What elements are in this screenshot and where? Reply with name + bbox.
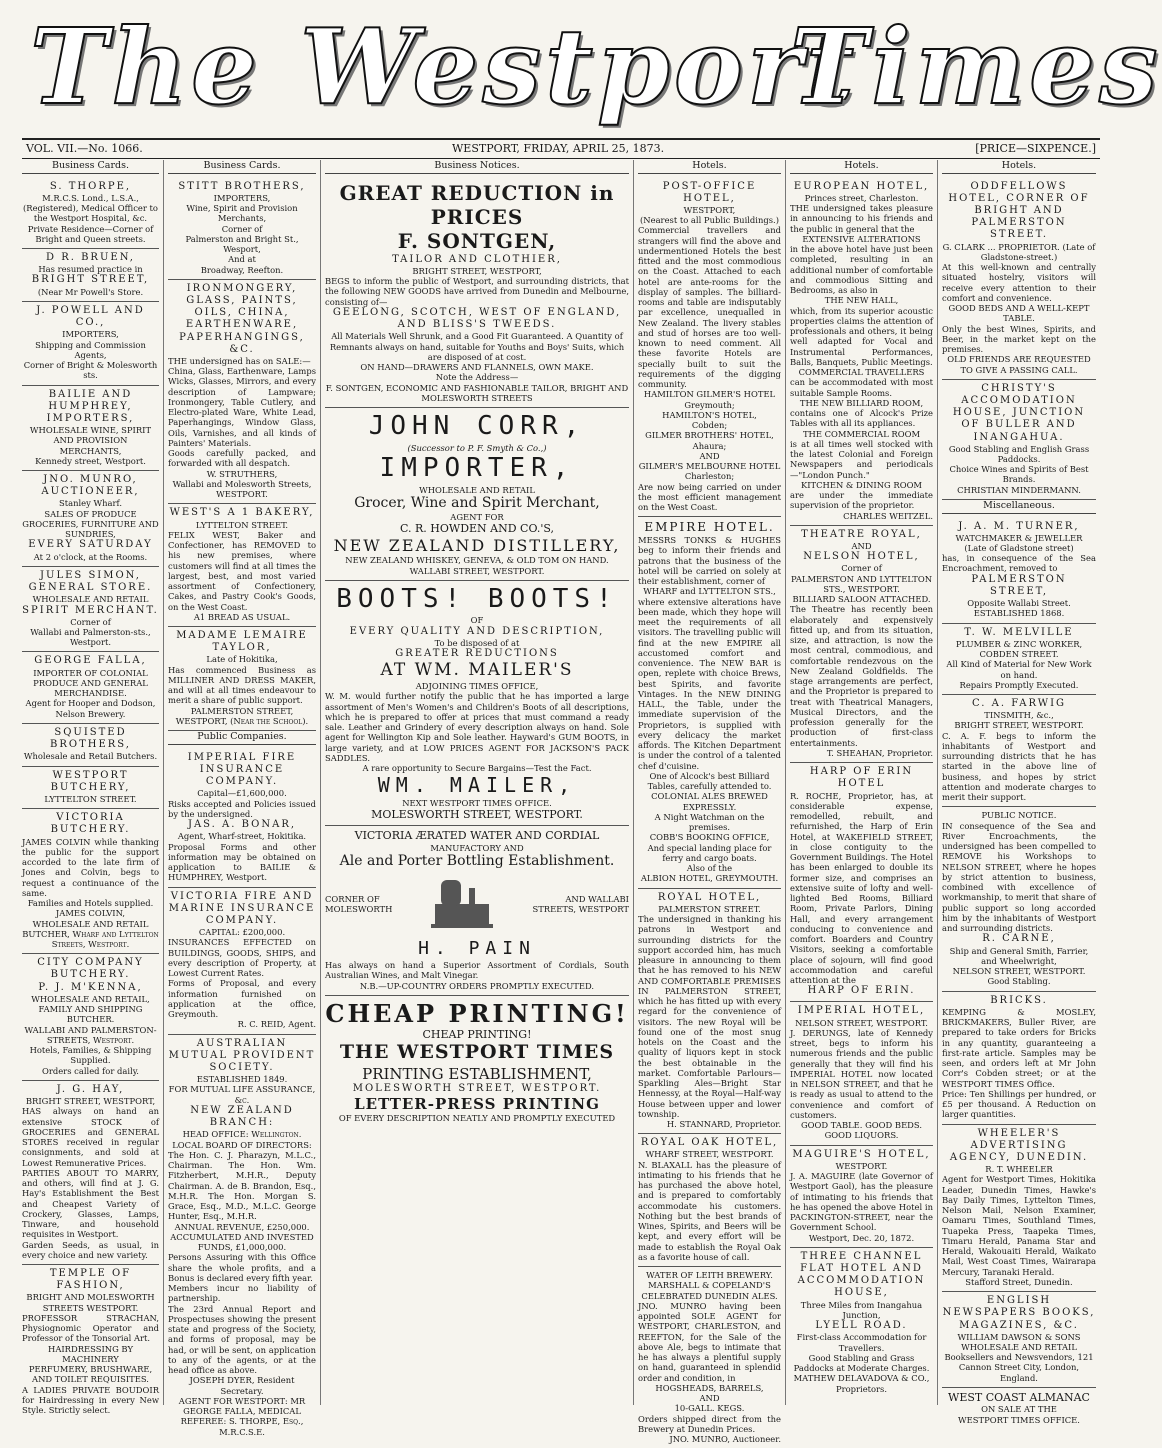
ad-jg-hay: J. G. HAY, BRIGHT STREET, WESTPORT, HAS always on hand an extensive STOCK of GROCERIES and GENERAL STORES received in regular consignments, and sold at Lowest Remunerative Prices. PARTIES ABOUT TO MARRY, and others, will find at J. G. Hay's Establishment the Best and Cheapest Variety of Crockery, Glasses, Lamps, Tinware, and household requisites in Westport. Garden Seeds, as usual, in every choice and new variety.: [22, 1081, 159, 1265]
ad-temple-of-fashion: TEMPLE OF FASHION, BRIGHT AND MOLESWORTH STREETS WESTPORT. PROFESSOR STRACHAN, Physiognomic Operator and Professor of the Tonsorial Art. HAIRDRESSING BY MACHINERY PERFUMERY, BRUSHWARE, AND TOILET REQUISITES. A LADIES PRIVATE BOUDOIR for Hairdressing in every New Style. Strictly select.: [22, 1268, 159, 1416]
ad-royal-hotel: ROYAL HOTEL, PALMERSTON STREET. The undersigned in thanking his patrons in Westport and surrounding districts for the support accorded him, has much pleasure in announcing to them that he has removed to his NEW AND COMFORTABLE PREMISES IN PALMERSTON STREET, which he has fitted up with every regard for the convenience of visitors. The new Royal will be found one of the most snug hotels on the Coast and the quality of liquors kept in stock the best obtainable in the market. Comfortable Parlours—Sparkling Ales—Bright Star Hennessy, at the Royal—Half-way House between upper and lower township. H. STANNARD, Proprietor.: [638, 889, 781, 1135]
ad-heading: GREAT REDUCTION in PRICES: [339, 180, 615, 229]
column-heading: Hotels.: [638, 160, 781, 174]
ad-wests-bakery: WEST'S A 1 BAKERY, LYTTELTON STREET. FELIX WEST, Baker and Confectioner, has REMOVED to his new premises, where customers will find at all times the largest, best, and most varied assortment of Confectionery, Cakes, and Pastry Cook's Goods, on the West Coast. A1 BREAD AS USUAL.: [168, 504, 316, 627]
ad-bailie-humphrey: BAILIE AND HUMPHREY, IMPORTERS, WHOLESALE WINE, SPIRIT AND PROVISION MERCHANTS, Kennedy street, Westport.: [22, 386, 159, 472]
ad-heading: WESTPORT BUTCHERY,: [50, 769, 131, 793]
ad-heading: CHEAP PRINTING!: [325, 998, 629, 1028]
ad-munro-auctioneer: JNO. MUNRO, AUCTIONEER, Stanley Wharf. SALES OF PRODUCE GROCERIES, FURNITURE AND SUNDRIES, EVERY SATURDAY At 2 o'clock, at the Rooms.: [22, 471, 159, 567]
dateline: [22, 138, 1100, 159]
masthead-word-times: Times: [790, 5, 1162, 128]
ad-heading: PUBLIC NOTICE.: [981, 810, 1057, 821]
issue-date: WESTPORT, FRIDAY, APRIL 25, 1873.: [452, 142, 665, 155]
ad-squisted-brothers: SQUISTED BROTHERS, Wholesale and Retail Butchers.: [22, 724, 159, 767]
ad-victoria-aerated-water: VICTORIA ÆRATED WATER AND CORDIAL MANUFACTORY AND Ale and Porter Bottling Establishment. CORNER OF MOLESWORTH AND WALLABI STREETS, WESTPORT H. PAIN Has always on hand a Superior Assortment of Cordials, South Australian Wines, and Malt Vinegar. N.B.—UP-COUNTRY ORDERS PROMPTLY EXECUTED.: [325, 826, 629, 995]
ad-wheelers-agency: WHEELER'S ADVERTISING AGENCY, DUNEDIN. R. T. WHEELER Agent for Westport Times, Hokitika Leader, Dunedin Times, Hawke's Bay Daily Times, Lyttelton Times, Nelson Mail, Nelson Examiner, Oamaru Times, Southland Times, Tuapeka Press, Taapeka Times, Timaru Herald, Panama Star and Herald, Wakouaiti Herald, Waikato Mail, West Coast Times, Wairarapa Mercury, Taranaki Herald. Stafford Street, Dunedin.: [942, 1125, 1096, 1293]
ad-heading: VICTORIA ÆRATED WATER AND CORDIAL: [354, 829, 600, 843]
ad-heading: CITY COMPANY BUTCHERY.: [37, 957, 144, 981]
columns: [0, 160, 1114, 1445]
ad-stitt-brothers: STITT BROTHERS, IMPORTERS, Wine, Spirit and Provision Merchants, Corner of Palmerston and Bright St., Wesport, And at Broadway, Reefton.: [168, 178, 316, 280]
masthead: [0, 0, 1162, 138]
ad-heading: ROYAL HOTEL,: [657, 891, 762, 903]
ad-heading: VICTORIA BUTCHERY.: [50, 812, 131, 836]
section-heading-public-companies: Public Companies.: [168, 731, 316, 745]
ad-public-notice-carne: PUBLIC NOTICE. IN consequence of the Sea and River Encroachments, the undersigned has been compelled to REMOVE his Workshops to NELSON STREET, where he hopes by strict attention to business, combined with excellence of workmanship, to merit that share of public support so long accorded him by the inhabitants of Westport and surrounding districts. R. CARNE, Ship and General Smith, Farrier, and Wheelwright, NELSON STREET, WESTPORT. Good Stabling.: [942, 807, 1096, 991]
masthead-word-the: The: [30, 5, 262, 128]
ad-heading: WEST'S A 1 BAKERY,: [169, 507, 315, 519]
ad-heading: HARP OF ERIN HOTEL: [809, 766, 914, 790]
column-heading: Business Cards.: [168, 160, 316, 174]
ad-heading: GEORGE FALLA,: [34, 655, 147, 667]
ad-royal-oak-hotel: ROYAL OAK HOTEL, WHARF STREET, WESTPORT. N. BLAXALL has the pleasure of intimating to his friends that he has purchased the above hotel, and is prepared to comfortably accommodate his customers. Nothing but the best brands of Wines, Spirits, and Beers will be kept, and every effort will be made to establish the Royal Oak as a favorite house of call.: [638, 1134, 781, 1267]
ad-heading: THEATRE ROYAL,: [801, 528, 922, 540]
column-hotels-miscellaneous: [937, 160, 1100, 1425]
ad-heading: TEMPLE OF FASHION,: [49, 1268, 132, 1292]
ad-heading: T. W. MELVILLE: [964, 626, 1074, 638]
ad-wm-mailer-boots: BOOTS! BOOTS! OF EVERY QUALITY AND DESCRIPTION, To be disposed of at GREATER REDUCTIONS AT WM. MAILER'S ADJOINING TIMES OFFICE, W. M. would further notify the public that he has imported a large assortment of Men's Women's and Children's Boots of all descriptions, which he is prepared to offer at prices that must command a ready sale. Leather and Grindery of every description always on hand. Sole agent for Wellington Kip and Sole leather. Hayward's GUM BOOTS, in large variety, and at LOW PRICES AGENT FOR JACKSON'S PACK SADDLES. A rare opportunity to Secure Bargains—Test the Fact. WM. MAILER, NEXT WESTPORT TIMES OFFICE. MOLESWORTH STREET, WESTPORT.: [325, 581, 629, 827]
ad-heading: C. A. FARWIG: [971, 698, 1067, 710]
ad-oddfellows-hotel: ODDFELLOWS HOTEL, CORNER OF BRIGHT AND PALMERSTON STREET. G. CLARK ... PROPRIETOR. (Late of Gladstone-street.) At this well-known and centrally situated hostelry, visitors will receive every attention to their comfort and convenience. GOOD BEDS AND A WELL-KEPT TABLE. Only the best Wines, Spirits, and Beer, in the market kept on the premises. OLD FRIENDS ARE REQUESTED TO GIVE A PASSING CALL.: [942, 178, 1096, 380]
ad-heading: J. POWELL AND CO.,: [36, 304, 145, 329]
column-heading: Business Notices.: [325, 160, 629, 174]
ad-victoria-butchery: VICTORIA BUTCHERY. JAMES COLVIN while thanking the public for the support accorded to the late firm of Jones and Colvin, begs to request a continuance of the same. Families and Hotels supplied. JAMES COLVIN, WHOLESALE AND RETAIL BUTCHER, Wharf and Lyttelton Streets, Westport.: [22, 809, 159, 954]
ad-heading: S. THORPE,: [49, 180, 132, 192]
column-business-cards-2: [163, 160, 320, 1437]
ad-sontgen-tailor: GREAT REDUCTION in PRICES F. SONTGEN, TAILOR AND CLOTHIER, BRIGHT STREET, WESTPORT, BEGS to inform the public of Westport, and surrounding districts, that the following NEW GOODS have arrived from Dunedin and Melbourne, consisting of— GEELONG, SCOTCH, WEST OF ENGLAND, AND BLISS'S TWEEDS. All Materials Well Shrunk, and a Good Fit Guaranteed. A Quantity of Remnants always on hand, suitable for Youths and Boys' Suits, which are disposed of at cost. ON HAND—DRAWERS AND FLANNELS, OWN MAKE. Note the Address— F. SONTGEN, ECONOMIC AND FASHIONABLE TAILOR, BRIGHT AND MOLESWORTH STREETS: [325, 178, 629, 408]
ad-westport-butchery: WESTPORT BUTCHERY, LYTTELTON STREET.: [22, 767, 159, 810]
ad-heading: BRICKS.: [990, 994, 1048, 1006]
ad-imperial-fire: IMPERIAL FIRE INSURANCE COMPANY. Capital—£1,600,000. Risks accepted and Policies issued by the undersigned. JAS. A. BONAR, Agent, Wharf-street, Hokitika. Proposal Forms and other information may be obtained on application to BAILIE & HUMPHREY, Westport.: [168, 749, 316, 888]
ad-heading: STITT BROTHERS,: [178, 180, 306, 192]
ad-heading: THREE CHANNEL FLAT HOTEL AND ACCOMMODATION HOUSE,: [797, 1250, 926, 1299]
column-hotels-1: [633, 160, 785, 1445]
ad-heading: WEST COAST ALMANAC: [948, 1390, 1090, 1404]
ad-heading: J. A. M. TURNER,: [958, 520, 1080, 532]
ad-farwig-tinsmith: C. A. FARWIG TINSMITH, &c., BRIGHT STREET, WESTPORT. C. A. F. begs to inform the inhabitants of Westport and surrounding districts that he has started in the above line of business, and hopes by strict attention and moderate charges to merit their support.: [942, 695, 1096, 807]
column-heading: Business Cards.: [22, 160, 159, 174]
ad-ironmongery: IRONMONGERY, GLASS, PAINTS, OILS, CHINA, EARTHENWARE, PAPERHANGINGS, &C. THE undersigned has on SALE:— China, Glass, Earthenware, Lamps Wicks, Glasses, Mirrors, and every description of Lampware; Ironmongery, Table Cutlery, and Electro-plated Ware, White Lead, Paperhangings, Window Glass, Oils, Varnishes, and all kinds of Painters' Materials. Goods carefully packed, and forwarded with all despatch. W. STRUTHERS, Wallabi and Molesworth Streets, WESTPORT.: [168, 280, 316, 505]
ad-harp-of-erin: HARP OF ERIN HOTEL R. ROCHE, Proprietor, has, at considerable expense, remodelled, rebuilt, and refurnished, the Harp of Erin Hotel, at WAKEFIELD STREET, in close contiguity to the Government Buildings. The Hotel has been enlarged to double its former size, and comprises an extensive suite of lofty and well-lighted Bed Rooms, Billiard Room, Private Parlors, Dining Hall, and every arrangement conducing to convenience and comfort. Boarders and Country Visitors, seeking a comfortable place of sojourn, will find good accommodation and careful attention at the HARP OF ERIN.: [790, 763, 933, 1002]
ad-water-of-leith-brewery: WATER OF LEITH BREWERY. MARSHALL & COPELAND'S CELEBRATED DUNEDIN ALES. JNO. MUNRO having been appointed SOLE AGENT for WESTPORT, CHARLESTON, and REEFTON, for the Sale of the above Ale, begs to intimate that he has always a plentiful supply on hand, guaranteed in splendid order and condition, in HOGSHEADS, BARRELS, AND 10-GALL. KEGS. Orders shipped direct from the Brewery at Dunedin Prices. JNO. MUNRO, Auctioneer.: [638, 1270, 781, 1445]
column-business-cards-1: [18, 160, 163, 1416]
ad-heading: IMPERIAL FIRE INSURANCE COMPANY.: [187, 751, 297, 788]
masthead-word-westport: Westport: [300, 5, 858, 128]
ad-european-hotel: EUROPEAN HOTEL, Princes street, Charleston. THE undersigned takes pleasure in announcing to his friends and the public in general that the EXTENSIVE ALTERATIONS in the above hotel have just been completed, resulting in an additional number of comfortable and commodious Sitting and Bedrooms, as also in THE NEW HALL, which, from its superior acoustic properties claims the attention of professionals and others, it being well adapted for Vocal and Instrumental Performances, Balls, Banquets, Public Meetings. COMMERCIAL TRAVELLERS can be accommodated with most suitable Sample Rooms. THE NEW BILLIARD ROOM, contains one of Alcock's Prize Tables with all its appliances. THE COMMERCIAL ROOM is at all times well stocked with the latest Colonial and Foreign Newspapers and periodicals—"London Punch." KITCHEN & DINING ROOM are under the immediate supervision of the proprietor. CHARLES WEITZEL.: [790, 178, 933, 526]
ad-heading: JNO. MUNRO,: [43, 474, 138, 486]
ad-george-falla: GEORGE FALLA, IMPORTER OF COLONIAL PRODUCE AND GENERAL MERCHANDISE. Agent for Hooper and Dodson, Nelson Brewery.: [22, 652, 159, 723]
ad-city-company-butchery: CITY COMPANY BUTCHERY. P. J. M'KENNA, WHOLESALE AND RETAIL, FAMILY AND SHIPPING BUTCHER. WALLABI AND PALMERSTON-STREETS, Westport. Hotels, Families, & Shipping Supplied. Orders called for daily.: [22, 954, 159, 1081]
ad-heading: BOOTS! BOOTS!: [336, 583, 618, 614]
ad-heading: JOHN CORR,: [368, 411, 586, 442]
column-heading: Hotels.: [942, 160, 1096, 174]
section-heading-miscellaneous: Miscellaneous.: [942, 500, 1096, 514]
ad-heading: MADAME LEMAIRE TAYLOR,: [176, 630, 308, 654]
ad-john-corr: JOHN CORR, (Successor to P. F. Smyth & Co.,) IMPORTER, WHOLESALE AND RETAIL Grocer, Wine and Spirit Merchant, AGENT FOR C. R. HOWDEN AND CO.'S, NEW ZEALAND DISTILLERY, NEW ZEALAND WHISKEY, GENEVA, & OLD TOM ON HAND. WALLABI STREET, WESTPORT.: [325, 408, 629, 581]
price: [PRICE—SIXPENCE.]: [975, 142, 1096, 155]
ad-heading: IMPERIAL HOTEL,: [797, 1005, 926, 1017]
ad-heading: WATER OF LEITH BREWERY.: [646, 1270, 773, 1281]
ad-christys-accommodation: CHRISTY'S ACCOMODATION HOUSE, JUNCTION OF BULLER AND INANGAHUA. Good Stabling and English Grass Paddocks. Choice Wines and Spirits of Best Brands. CHRISTIAN MINDERMANN.: [942, 380, 1096, 500]
column-business-notices: [320, 160, 633, 1405]
ad-heading: SQUISTED BROTHERS,: [50, 726, 131, 751]
ad-empire-hotel: EMPIRE HOTEL. MESSRS TONKS & HUGHES beg to inform their friends and patrons that the business of the hotel will be carried on solely at their establishment, corner of WHARF and LYTTELTON STS., where extensive alterations have been made, which they hope will meet the requirements of all visitors. The travelling public will find at the new EMPIRE all accustomed comfort and convenience. The NEW BAR is open, replete with choice Brews, best Spirits, and favorite Vintages. In the NEW DINING HALL, the Table, under the immediate supervision of the Proprietors, is supplied with every delicacy the market affords. The Kitchen Department is under the control of a talented chef d'cuisine. One of Alcock's best Billiard Tables, carefully attended to. COLONIAL ALES BREWED EXPRESSLY. A Night Watchman on the premises. COBB'S BOOKING OFFICE, And special landing place for ferry and cargo boats. Also of the ALBION HOTEL, GREYMOUTH.: [638, 517, 781, 888]
column-hotels-2: [785, 160, 937, 1405]
ad-victoria-fire-marine: VICTORIA FIRE AND MARINE INSURANCE COMPANY. CAPITAL: £200,000. INSURANCES EFFECTED on BUILDINGS, GOODS, SHIPS, and every description of Property, at Lowest Current Rates. Forms of Proposal, and every information furnished on application at the office, Greymouth. R. C. REID, Agent.: [168, 888, 316, 1035]
ad-jules-simon: JULES SIMON, GENERAL STORE. WHOLESALE AND RETAIL SPIRIT MERCHANT. Corner of Wallabi and Palmerston-sts., Westport.: [22, 567, 159, 653]
column-heading: Hotels.: [790, 160, 933, 174]
ad-heading: JULES SIMON,: [40, 569, 141, 581]
ad-three-channel-flat: THREE CHANNEL FLAT HOTEL AND ACCOMMODATION HOUSE, Three Miles from Inangahua Junction, LYELL ROAD. First-class Accommodation for Travellers. Good Stabling and Grass Paddocks at Moderate Charges. MATHEW DELAVADOVA & CO., Proprietors.: [790, 1248, 933, 1398]
ad-heading: ROYAL OAK HOTEL,: [640, 1137, 779, 1149]
ad-heading: ODDFELLOWS HOTEL, CORNER OF BRIGHT AND PALMERSTON STREET.: [948, 180, 1090, 241]
ad-heading: VICTORIA FIRE AND MARINE INSURANCE COMPANY.: [168, 890, 316, 926]
ad-heading: J. G. HAY,: [56, 1083, 125, 1095]
ad-heading: D R. BRUEN,: [46, 252, 135, 264]
ad-cheap-printing: CHEAP PRINTING! CHEAP PRINTING! THE WESTPORT TIMES PRINTING ESTABLISHMENT, MOLESWORTH STREET, WESTPORT. LETTER-PRESS PRINTING OF EVERY DESCRIPTION NEATLY AND PROMPTLY EXECUTED: [325, 998, 629, 1124]
ad-heading: CHRISTY'S ACCOMODATION HOUSE, JUNCTION OF BULLER AND INANGAHUA.: [952, 382, 1086, 443]
ad-theatre-royal: THEATRE ROYAL, AND NELSON HOTEL, Corner of PALMERSTON AND LYTTELTON STS., WESTPORT. BILLIARD SALOON ATTACHED. The Theatre has recently been elaborately and expensively fitted up, and from its situation, size, and attraction, is now the most central, commodious, and comfortable rendezvous on the New Zealand Goldfields. The stage arrangements are perfect, and the Proprietor is prepared to treat with Theatrical Managers, Musical Directors, and the profession generally for the production of first-class entertainments. T. SHEAHAN, Proprietor.: [790, 526, 933, 763]
ad-heading: IRONMONGERY, GLASS, PAINTS, OILS, CHINA, EARTHENWARE, PAPERHANGINGS, &C.: [179, 282, 305, 355]
ad-thorpe: S. THORPE, M.R.C.S. Lond., L.S.A., (Registered), Medical Officer to the Westport Hospital, &c. Private Residence—Corner of Bright and Queen streets.: [22, 178, 159, 249]
volume-number: VOL. VII.—No. 1066.: [26, 142, 143, 155]
ad-bricks: BRICKS. KEMPING & MOSLEY, BRICKMAKERS, Buller River, are prepared to take orders for Bricks in any quantity, guaranteeing a first-rate article. Samples may be seen, and orders left at Mr John Corr's Cobden street; or at the WESTPORT TIMES Office. Price: Ten Shillings per hundred, or £5 per thousand. A Reduction on larger quantities.: [942, 992, 1096, 1125]
ad-australian-mutual: AUSTRALIAN MUTUAL PROVIDENT SOCIETY. ESTABLISHED 1849. FOR MUTUAL LIFE ASSURANCE, &c. NEW ZEALAND BRANCH: HEAD OFFICE: Wellington. LOCAL BOARD OF DIRECTORS: The Hon. C. J. Pharazyn, M.L.C., Chairman. The Hon. Wm. Fitzherbert, M.H.R., Deputy Chairman. A. de B. Brandon, Esq., M.H.R. The Hon. Morgan S. Grace, Esq., M.D., M.L.C. George Hunter, Esq., M.H.R. ANNUAL REVENUE, £250,000. ACCUMULATED AND INVESTED FUNDS, £1,000,000. Persons Assuring with this Office share the whole profits, and a Bonus is declared every fifth year. Members incur no liability of partnership. The 23rd Annual Report and Prospectuses showing the present state and progress of the Society, and forms of proposal, may be had, or will be sent, on application to any of the agents, or at the head office as above. JOSEPH DYER, Resident Secretary. AGENT FOR WESTPORT: MR GEORGE FALLA, MEDICAL REFEREE: S. THORPE, Esq., M.R.C.S.E.: [168, 1037, 316, 1437]
ad-post-office-hotel: POST-OFFICE HOTEL, WESTPORT, (Nearest to all Public Buildings.) Commercial travellers and strangers will find the above and undermentioned Hotels the best fitted and the most commodious on the Coast. Attached to each hotel are ante-rooms for the display of samples. The billiard-rooms and table are indisputably par excellence, unequalled in New Zealand. The livery stables and stud of horses are too well-known to need comment. All these favorite Hotels are specially built to suit the requirements of the digging community. HAMILTON GILMER'S HOTEL Greymouth; HAMILTON'S HOTEL, Cobden; GILMER BROTHERS' HOTEL, Ahaura; AND GILMER'S MELBOURNE HOTEL Charleston; Are now being carried on under the most efficient management on the West Coast.: [638, 178, 781, 518]
address-with-machine: CORNER OF MOLESWORTH AND WALLABI STREETS, WESTPORT: [325, 870, 629, 938]
ad-heading: BAILIE AND HUMPHREY, IMPORTERS,: [46, 388, 135, 424]
ad-turner-watchmaker: J. A. M. TURNER, WATCHMAKER & JEWELLER (Late of Gladstone street) has, in consequence of the Sea Encroachment, removed to PALMERSTON STREET, Opposite Wallabi Street. ESTABLISHED 1868.: [942, 518, 1096, 624]
ad-heading: AUSTRALIAN MUTUAL PROVIDENT SOCIETY.: [168, 1037, 316, 1073]
ad-west-coast-almanac: WEST COAST ALMANAC ON SALE AT THE WESTPORT TIMES OFFICE.: [942, 1388, 1096, 1429]
ad-bruen: D R. BRUEN, Has resumed practice in BRIGHT STREET, (Near Mr Powell's Store.: [22, 249, 159, 302]
ad-heading: ENGLISH NEWSPAPERS BOOKS, MAGAZINES, &C.: [942, 1295, 1096, 1331]
ad-powell: J. POWELL AND CO., IMPORTERS, Shipping and Commission Agents, Corner of Bright & Molesworth sts.: [22, 302, 159, 386]
ad-madame-lemaire-taylor: MADAME LEMAIRE TAYLOR, Late of Hokitika, Has commenced Business as MILLINER AND DRESS MAKER, and will at all times endeavour to merit a share of public support. PALMERSTON STREET, WESTPORT, (Near the School).: [168, 627, 316, 731]
ad-melville-plumber: T. W. MELVILLE PLUMBER & ZINC WORKER, COBDEN STREET. All Kind of Material for New Work on hand. Repairs Promptly Executed.: [942, 624, 1096, 695]
bottling-machine-illustration: [427, 874, 497, 934]
ad-imperial-hotel: IMPERIAL HOTEL, NELSON STREET, WESTPORT. J. DERUNGS, late of Kennedy street, begs to inform his numerous friends and the public generally that they will find his IMPERIAL HOTEL now located in NELSON STREET, and that he is ready as usual to attend to the convenience and comfort of customers. GOOD TABLE. GOOD BEDS. GOOD LIQUORS.: [790, 1002, 933, 1145]
ad-heading: WHEELER'S ADVERTISING AGENCY, DUNEDIN.: [949, 1127, 1089, 1163]
ad-heading: EMPIRE HOTEL.: [644, 520, 775, 535]
ad-heading: MAGUIRE'S HOTEL,: [792, 1148, 931, 1160]
ad-english-newspapers: ENGLISH NEWSPAPERS BOOKS, MAGAZINES, &C. WILLIAM DAWSON & SONS WHOLESALE AND RETAIL Booksellers and Newsvendors, 121 Cannon Street City, London, England.: [942, 1292, 1096, 1388]
ad-heading: POST-OFFICE HOTEL,: [662, 180, 757, 204]
ad-maguires-hotel: MAGUIRE'S HOTEL, WESTPORT. J. A. MAGUIRE (late Governor of Westport Gaol), has the pleasure of intimating to his friends that he has opened the above Hotel in PACKINGTON-STREET, near the Government School. Westport, Dec. 20, 1872.: [790, 1146, 933, 1248]
ad-heading: EUROPEAN HOTEL,: [793, 180, 930, 192]
